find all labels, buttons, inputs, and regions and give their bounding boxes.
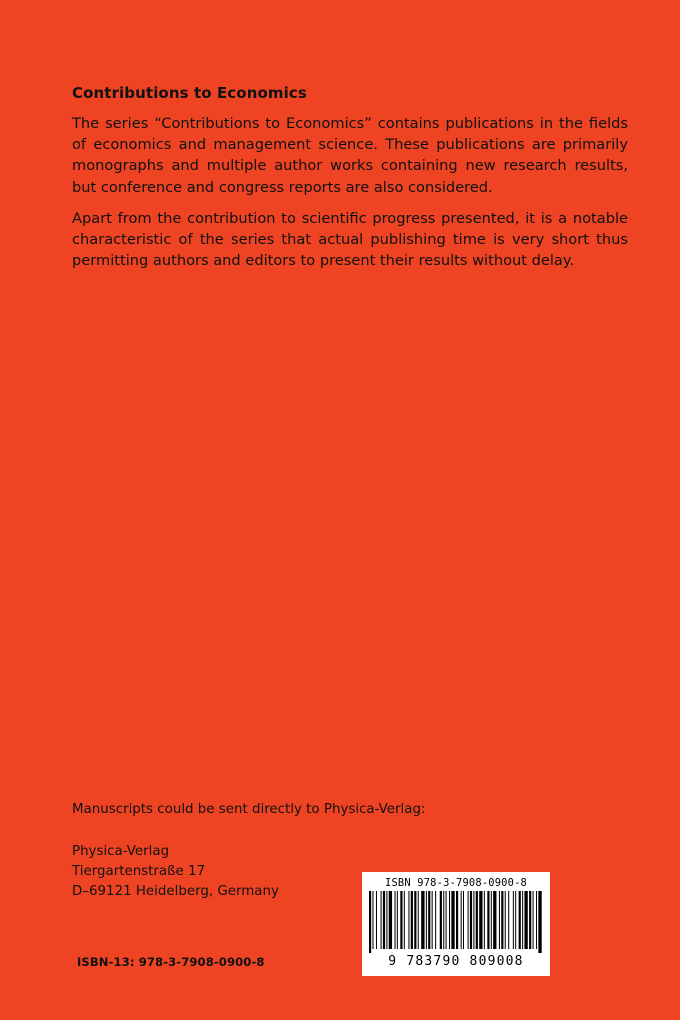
barcode-digits: 9 783790 809008 (388, 954, 524, 969)
publisher-name: Physica-Verlag (72, 844, 170, 860)
series-description-block (72, 84, 628, 272)
isbn13-label: ISBN-13: 978-3-7908-0900-8 (77, 955, 265, 969)
barcode (362, 872, 550, 976)
barcode-isbn-text: ISBN 978-3-7908-0900-8 (384, 877, 528, 889)
publisher-street: Tiergartenstraße 17 (72, 864, 206, 880)
series-title: Contributions to Economics (72, 84, 307, 102)
series-paragraph-2: Apart from the contribution to scientific progress presented, it is a notable characteristic of the series that actual publishing time is very short thus permitting authors and editors to present their results without delay. (72, 209, 628, 270)
series-paragraph-1: The series “Contributions to Economics” contains publications in the fields of economics and management science. These publications are primarily monographs and multiple author works containing new research results, but conference and congress reports are also considered. (72, 115, 628, 196)
manuscripts-note: Manuscripts could be sent directly to Physica-Verlag: (72, 802, 426, 817)
barcode-bars (369, 891, 543, 953)
publisher-city: D–69121 Heidelberg, Germany (72, 884, 279, 900)
